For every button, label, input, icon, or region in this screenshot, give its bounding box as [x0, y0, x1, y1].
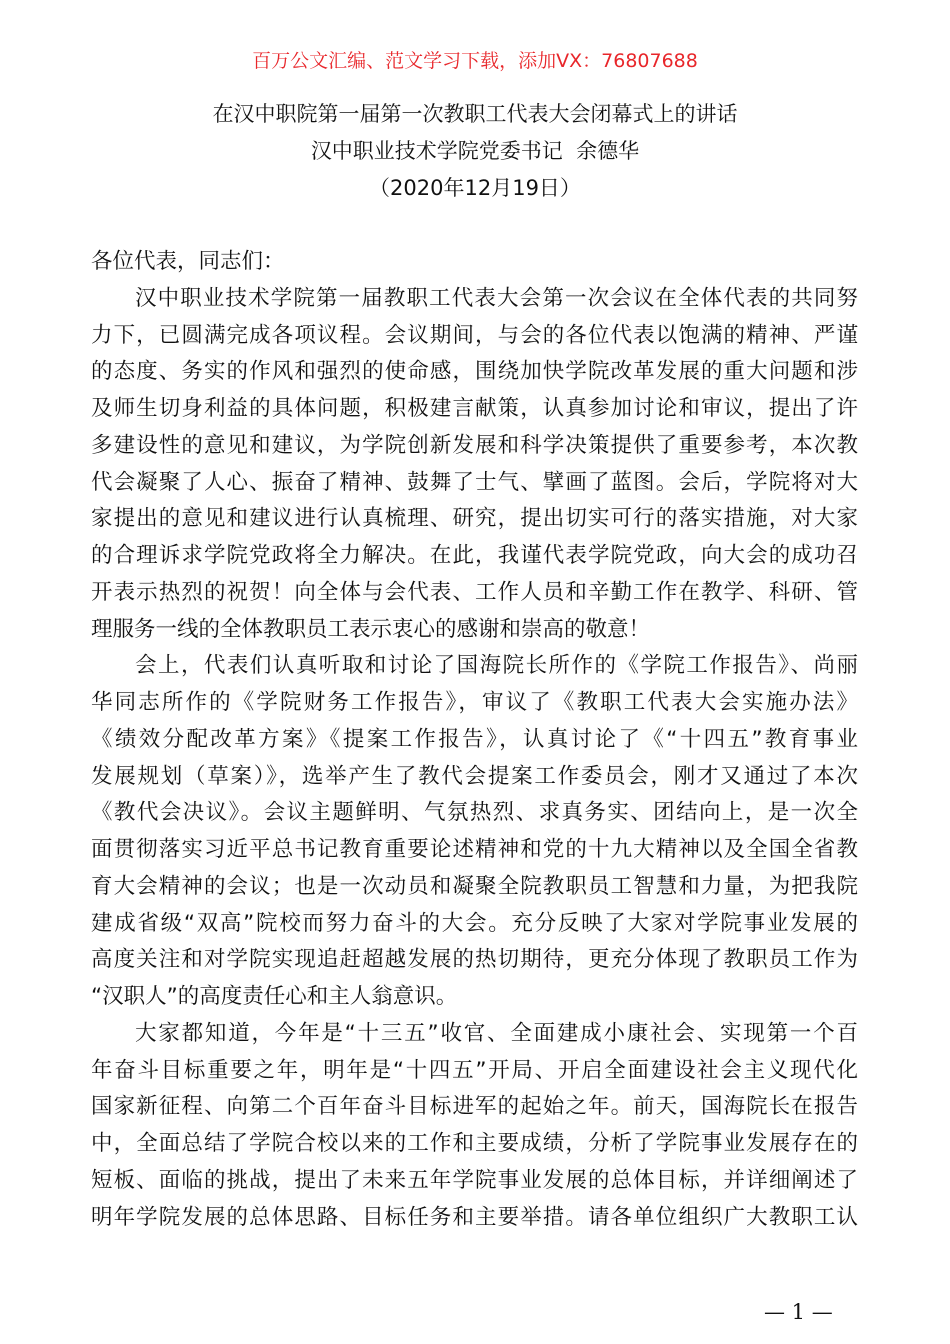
- document-body: [91, 244, 858, 1236]
- text-line: 国家新征程、向第二个百年奋斗目标进军的起始之年。前天，国海院长在报告: [91, 1094, 858, 1120]
- text-line: 的态度、务实的作风和强烈的使命感，围绕加快学院改革发展的重大问题和涉: [91, 359, 858, 385]
- text-line: 及师生切身利益的具体问题，积极建言献策，认真参加讨论和审议，提出了许: [91, 396, 858, 421]
- text-line: 多建设性的意见和建议，为学院创新发展和科学决策提供了重要参考，本次教: [91, 432, 858, 458]
- text-line: 汉中职业技术学院第一届教职工代表大会第一次会议在全体代表的共同努: [135, 285, 858, 311]
- text-line: 高度关注和对学院实现追赶超越发展的热切期待，更充分体现了教职员工作为: [91, 947, 858, 973]
- text-line: 年奋斗目标重要之年，明年是“十四五”开局、开启全面建设社会主义现代化: [91, 1057, 858, 1083]
- text-line: 会上，代表们认真听取和讨论了国海院长所作的《学院工作报告》、尚丽: [135, 653, 858, 679]
- text-line: 代会凝聚了人心、振奋了精神、鼓舞了士气、擘画了蓝图。会后，学院将对大: [91, 469, 858, 495]
- text-line: 《绩效分配改革方案》《提案工作报告》，认真讨论了《“十四五”教育事业: [91, 726, 858, 752]
- text-line: 中，全面总结了学院合校以来的工作和主要成绩，分析了学院事业发展存在的: [91, 1131, 858, 1156]
- text-line: 理服务一线的全体教职员工表示衷心的感谢和崇高的敬意！: [91, 616, 651, 642]
- text-line: 明年学院发展的总体思路、目标任务和主要举措。请各单位组织广大教职工认: [91, 1204, 858, 1230]
- text-line: 力下，已圆满完成各项议程。会议期间，与会的各位代表以饱满的精神、严谨: [91, 322, 858, 348]
- text-line: 面贯彻落实习近平总书记教育重要论述精神和党的十九大精神以及全国全省教: [91, 837, 858, 862]
- text-line: 短板、面临的挑战，提出了未来五年学院事业发展的总体目标，并详细阐述了: [91, 1167, 858, 1193]
- text-line: 《教代会决议》。会议主题鲜明、气氛热烈、求真务实、团结向上，是一次全: [91, 800, 858, 826]
- page-number: — 1 —: [764, 1300, 833, 1324]
- text-line: “汉职人”的高度责任心和主人翁意识。: [91, 984, 458, 1009]
- text-line: 大家都知道，今年是“十三五”收官、全面建成小康社会、实现第一个百: [135, 1020, 858, 1046]
- text-line: 发展规划（草案）》，选举产生了教代会提案工作委员会，刚才又通过了本次: [91, 763, 858, 789]
- text-line: 建成省级“双高”院校而努力奋斗的大会。充分反映了大家对学院事业发展的: [91, 910, 858, 936]
- text-line: 家提出的意见和建议进行认真梳理、研究，提出切实可行的落实措施，对大家: [91, 506, 858, 532]
- text-line: 华同志所作的《学院财务工作报告》，审议了《教职工代表大会实施办法》: [91, 690, 858, 715]
- text-line: 各位代表，同志们：: [91, 249, 285, 274]
- document-date: （2020年12月19日）: [369, 176, 581, 200]
- watermark-banner: 百万公文汇编、范文学习下载，添加VX：76807688: [252, 50, 698, 72]
- text-line: 开表示热烈的祝贺！向全体与会代表、工作人员和辛勤工作在教学、科研、管: [91, 579, 858, 605]
- document-title: 在汉中职院第一届第一次教职工代表大会闭幕式上的讲话: [212, 102, 738, 126]
- document-author: 汉中职业技术学院党委书记 余德华: [310, 139, 640, 163]
- text-line: 的合理诉求学院党政将全力解决。在此，我谨代表学院党政，向大会的成功召: [91, 543, 858, 568]
- text-line: 育大会精神的会议；也是一次动员和凝聚全院教职员工智慧和力量，为把我院: [91, 873, 858, 899]
